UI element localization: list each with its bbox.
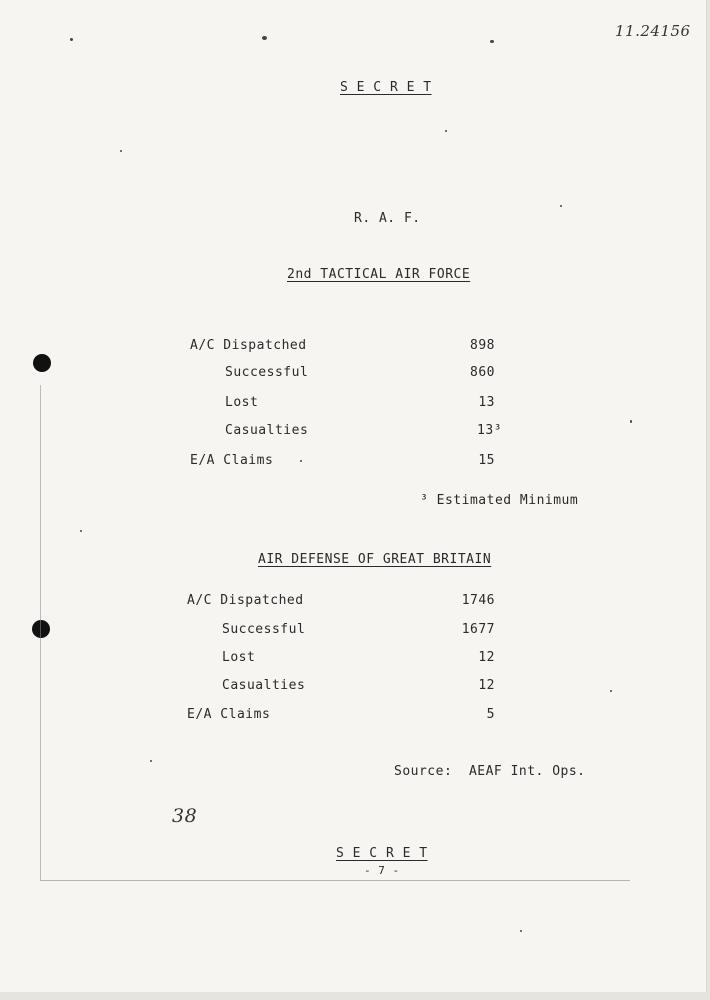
header-classification: S E C R E T [340,80,432,95]
s2-value-successful: 1677 [461,622,495,637]
s2-value-claims: 5 [486,707,495,722]
page-number: - 7 - [364,864,400,877]
source-line: Source: AEAF Int. Ops. [394,764,586,779]
footer-classification: S E C R E T [336,846,428,861]
s1-value-successful: 860 [470,365,495,380]
archive-number: 11.24156 [615,22,691,40]
punch-hole-top [33,354,51,372]
section2-title: AIR DEFENSE OF GREAT BRITAIN [258,552,492,567]
s1-value-lost: 13 [478,395,495,410]
s2-value-lost: 12 [478,650,495,665]
punch-hole-bottom [32,620,50,638]
s2-label-lost: Lost [222,650,256,665]
s2-value-casualties: 12 [478,678,495,693]
section1-title: 2nd TACTICAL AIR FORCE [287,267,471,282]
s1-footnote: ³ Estimated Minimum [420,493,579,508]
s2-label-claims: E/A Claims [187,707,271,722]
s1-value-claims: 15 [478,453,495,468]
s1-label-successful: Successful [225,365,309,380]
bottom-edge-line [40,880,630,881]
handwritten-number: 38 [172,805,198,827]
s2-value-dispatched: 1746 [461,593,495,608]
s2-label-successful: Successful [222,622,306,637]
s1-label-claims: E/A Claims [190,453,274,468]
s1-label-dispatched: A/C Dispatched [190,338,307,353]
s1-label-casualties: Casualties [225,423,309,438]
margin-line [40,385,41,880]
s2-label-casualties: Casualties [222,678,306,693]
s1-label-lost: Lost [225,395,259,410]
s1-value-dispatched: 898 [470,338,495,353]
org-heading: R. A. F. [354,211,421,226]
s1-value-casualties: 13³ [477,423,502,438]
s2-label-dispatched: A/C Dispatched [187,593,304,608]
